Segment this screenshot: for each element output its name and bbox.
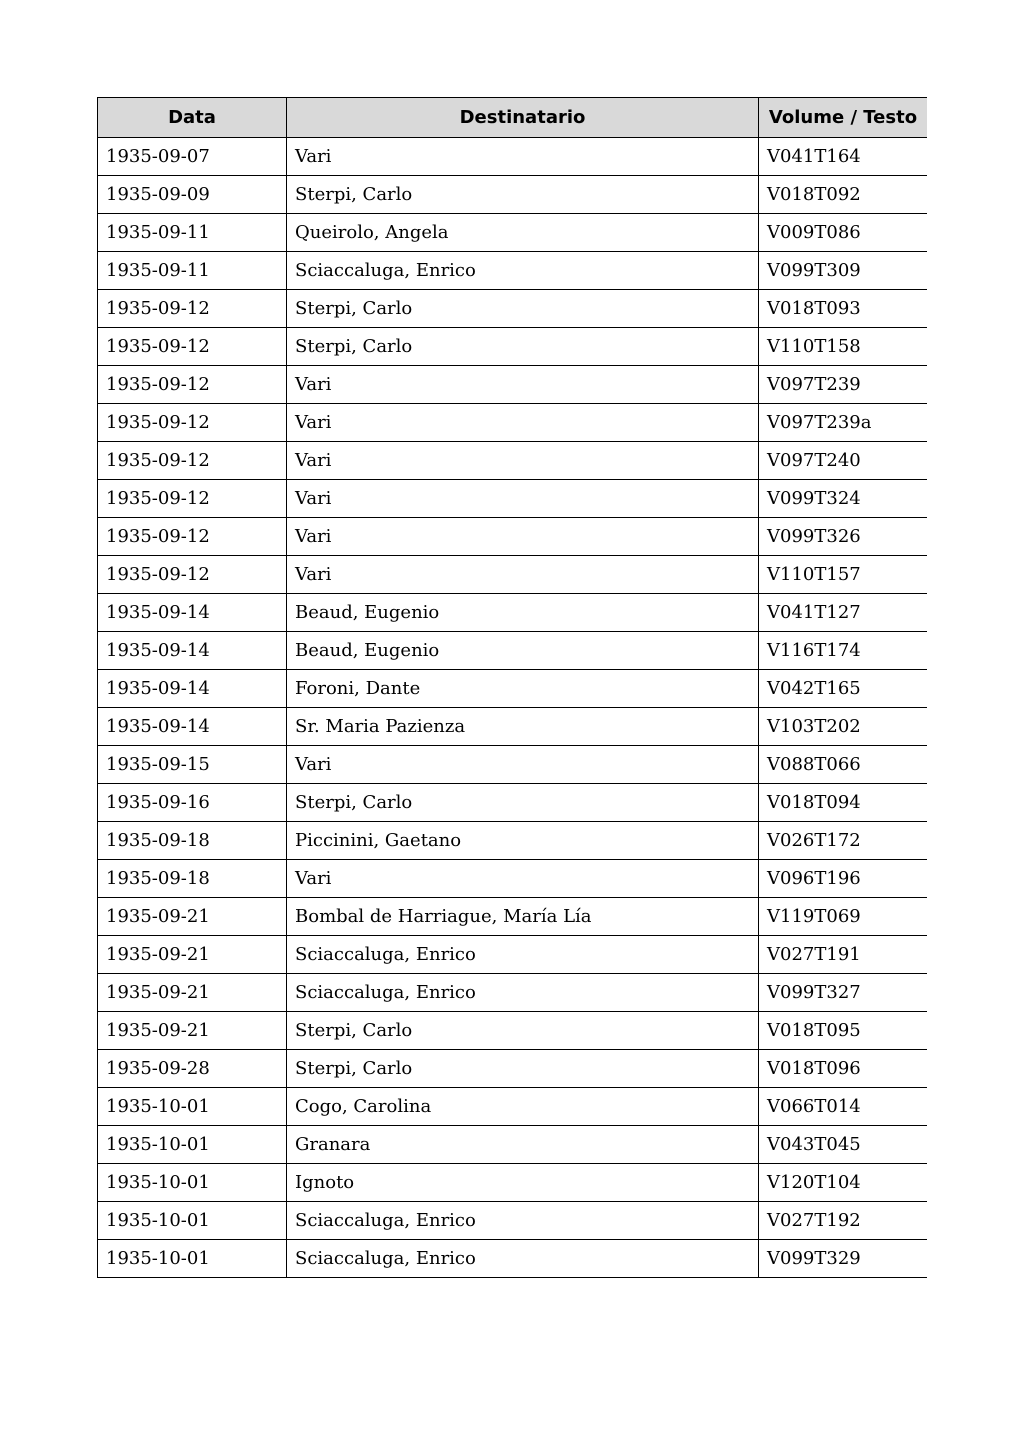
table-row xyxy=(98,1202,928,1240)
cell-destinatario: Vari xyxy=(287,366,759,404)
cell-volume-testo: V088T066 xyxy=(759,746,928,784)
cell-date: 1935-09-21 xyxy=(98,1012,287,1050)
table-row xyxy=(98,176,928,214)
cell-destinatario: Sciaccaluga, Enrico xyxy=(287,252,759,290)
table-row xyxy=(98,746,928,784)
cell-volume-testo: V041T164 xyxy=(759,138,928,176)
cell-volume-testo: V018T093 xyxy=(759,290,928,328)
cell-volume-testo: V097T239 xyxy=(759,366,928,404)
cell-destinatario: Ignoto xyxy=(287,1164,759,1202)
cell-destinatario: Sr. Maria Pazienza xyxy=(287,708,759,746)
table-row xyxy=(98,974,928,1012)
table-row xyxy=(98,366,928,404)
cell-destinatario: Sciaccaluga, Enrico xyxy=(287,974,759,1012)
cell-date: 1935-10-01 xyxy=(98,1164,287,1202)
cell-date: 1935-09-12 xyxy=(98,480,287,518)
table-row xyxy=(98,404,928,442)
cell-volume-testo: V043T045 xyxy=(759,1126,928,1164)
table-row xyxy=(98,936,928,974)
cell-destinatario: Sciaccaluga, Enrico xyxy=(287,1240,759,1278)
table-row xyxy=(98,860,928,898)
cell-volume-testo: V026T172 xyxy=(759,822,928,860)
cell-volume-testo: V110T158 xyxy=(759,328,928,366)
table-row xyxy=(98,328,928,366)
letters-table-container xyxy=(97,97,927,1312)
cell-date: 1935-09-18 xyxy=(98,860,287,898)
cell-destinatario: Sterpi, Carlo xyxy=(287,1050,759,1088)
cell-destinatario: Bombal de Harriague, María Lía xyxy=(287,898,759,936)
table-row xyxy=(98,1012,928,1050)
cell-date: 1935-09-21 xyxy=(98,974,287,1012)
cell-date: 1935-10-01 xyxy=(98,1202,287,1240)
cell-destinatario: Vari xyxy=(287,442,759,480)
cell-volume-testo: V099T309 xyxy=(759,252,928,290)
cell-destinatario: Cogo, Carolina xyxy=(287,1088,759,1126)
letters-table xyxy=(97,97,927,1278)
cell-volume-testo: V041T127 xyxy=(759,594,928,632)
cell-date: 1935-09-15 xyxy=(98,746,287,784)
cell-date: 1935-09-12 xyxy=(98,518,287,556)
cell-destinatario: Vari xyxy=(287,556,759,594)
cell-volume-testo: V027T191 xyxy=(759,936,928,974)
table-row xyxy=(98,708,928,746)
cell-date: 1935-09-28 xyxy=(98,1050,287,1088)
cell-date: 1935-09-09 xyxy=(98,176,287,214)
table-row xyxy=(98,138,928,176)
cell-volume-testo: V097T239a xyxy=(759,404,928,442)
cell-date: 1935-10-01 xyxy=(98,1088,287,1126)
cell-date: 1935-09-21 xyxy=(98,898,287,936)
cell-volume-testo: V018T094 xyxy=(759,784,928,822)
table-row xyxy=(98,556,928,594)
cell-volume-testo: V027T192 xyxy=(759,1202,928,1240)
cell-destinatario: Sterpi, Carlo xyxy=(287,176,759,214)
cell-destinatario: Sterpi, Carlo xyxy=(287,784,759,822)
cell-date: 1935-09-07 xyxy=(98,138,287,176)
cell-date: 1935-09-12 xyxy=(98,366,287,404)
cell-volume-testo: V120T104 xyxy=(759,1164,928,1202)
column-header-volume-testo: Volume / Testo xyxy=(759,98,928,138)
table-row xyxy=(98,518,928,556)
table-row xyxy=(98,670,928,708)
cell-date: 1935-09-21 xyxy=(98,936,287,974)
table-row xyxy=(98,252,928,290)
cell-destinatario: Vari xyxy=(287,138,759,176)
cell-date: 1935-09-12 xyxy=(98,556,287,594)
table-header-row xyxy=(98,98,928,138)
table-row xyxy=(98,632,928,670)
table-row xyxy=(98,898,928,936)
cell-date: 1935-10-01 xyxy=(98,1126,287,1164)
cell-date: 1935-09-11 xyxy=(98,214,287,252)
cell-date: 1935-09-12 xyxy=(98,404,287,442)
table-row xyxy=(98,1240,928,1278)
cell-destinatario: Piccinini, Gaetano xyxy=(287,822,759,860)
table-row xyxy=(98,214,928,252)
column-header-destinatario: Destinatario xyxy=(287,98,759,138)
cell-date: 1935-09-18 xyxy=(98,822,287,860)
cell-destinatario: Sterpi, Carlo xyxy=(287,1012,759,1050)
cell-destinatario: Vari xyxy=(287,518,759,556)
cell-volume-testo: V099T329 xyxy=(759,1240,928,1278)
table-row xyxy=(98,290,928,328)
cell-volume-testo: V009T086 xyxy=(759,214,928,252)
cell-date: 1935-10-01 xyxy=(98,1240,287,1278)
column-header-data: Data xyxy=(98,98,287,138)
table-row xyxy=(98,784,928,822)
cell-destinatario: Vari xyxy=(287,404,759,442)
cell-volume-testo: V099T326 xyxy=(759,518,928,556)
cell-date: 1935-09-14 xyxy=(98,670,287,708)
cell-destinatario: Vari xyxy=(287,860,759,898)
cell-volume-testo: V096T196 xyxy=(759,860,928,898)
cell-volume-testo: V116T174 xyxy=(759,632,928,670)
cell-volume-testo: V099T324 xyxy=(759,480,928,518)
cell-destinatario: Sterpi, Carlo xyxy=(287,290,759,328)
cell-destinatario: Vari xyxy=(287,746,759,784)
cell-destinatario: Beaud, Eugenio xyxy=(287,632,759,670)
cell-volume-testo: V119T069 xyxy=(759,898,928,936)
cell-volume-testo: V110T157 xyxy=(759,556,928,594)
table-row xyxy=(98,1050,928,1088)
cell-date: 1935-09-14 xyxy=(98,708,287,746)
cell-date: 1935-09-14 xyxy=(98,632,287,670)
cell-destinatario: Foroni, Dante xyxy=(287,670,759,708)
cell-volume-testo: V018T096 xyxy=(759,1050,928,1088)
cell-volume-testo: V042T165 xyxy=(759,670,928,708)
cell-volume-testo: V066T014 xyxy=(759,1088,928,1126)
table-row xyxy=(98,594,928,632)
cell-destinatario: Sciaccaluga, Enrico xyxy=(287,936,759,974)
cell-date: 1935-09-14 xyxy=(98,594,287,632)
table-row xyxy=(98,822,928,860)
cell-volume-testo: V103T202 xyxy=(759,708,928,746)
cell-destinatario: Sterpi, Carlo xyxy=(287,328,759,366)
cell-date: 1935-09-12 xyxy=(98,442,287,480)
cell-date: 1935-09-12 xyxy=(98,290,287,328)
cell-destinatario: Granara xyxy=(287,1126,759,1164)
table-row xyxy=(98,442,928,480)
table-body xyxy=(98,138,928,1278)
cell-destinatario: Queirolo, Angela xyxy=(287,214,759,252)
cell-volume-testo: V018T092 xyxy=(759,176,928,214)
cell-destinatario: Vari xyxy=(287,480,759,518)
cell-volume-testo: V097T240 xyxy=(759,442,928,480)
table-row xyxy=(98,1164,928,1202)
cell-destinatario: Beaud, Eugenio xyxy=(287,594,759,632)
cell-destinatario: Sciaccaluga, Enrico xyxy=(287,1202,759,1240)
table-row xyxy=(98,1126,928,1164)
cell-date: 1935-09-12 xyxy=(98,328,287,366)
cell-date: 1935-09-11 xyxy=(98,252,287,290)
cell-date: 1935-09-16 xyxy=(98,784,287,822)
cell-volume-testo: V099T327 xyxy=(759,974,928,1012)
table-row xyxy=(98,1088,928,1126)
table-row xyxy=(98,480,928,518)
table-header xyxy=(98,98,928,138)
cell-volume-testo: V018T095 xyxy=(759,1012,928,1050)
